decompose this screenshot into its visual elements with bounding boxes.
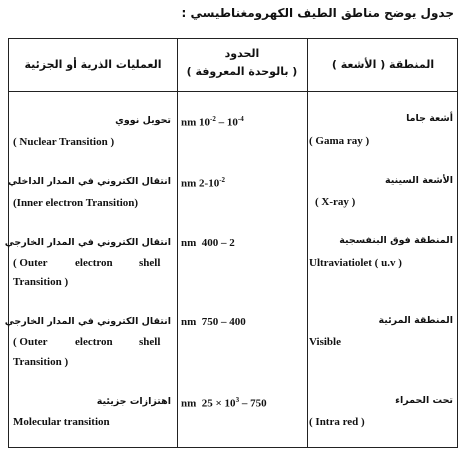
process-name-ar: تحويل نووي — [115, 115, 171, 126]
spectrum-table — [4, 38, 458, 448]
process-name-en: electron — [75, 336, 113, 348]
process-name-en: Transition ) — [13, 356, 69, 368]
process-name-ar: انتقال الكتروني في المدار الخارجي — [4, 237, 171, 248]
header-processes: العمليات الذرية أو الجزئية — [24, 58, 162, 71]
process-name-ar: انتقال الكتروني في المدار الداخلي — [8, 176, 171, 187]
range-value: nm $2-10^{-2}$ — [181, 176, 226, 190]
region-name-ar: المنطقة المرئية — [378, 315, 453, 326]
table-caption: جدول يوضح مناطق الطيف الكهرومغناطيسي : — [181, 6, 454, 20]
range-value: nm 750 – 400 — [181, 316, 246, 328]
process-name-en: Transition ) — [13, 276, 69, 288]
process-name-en: (Inner electron Transition) — [13, 197, 139, 209]
process-name-en: shell — [139, 257, 161, 269]
header-limits: الحدود — [224, 47, 260, 60]
process-name-en: shell — [139, 336, 161, 348]
process-name-en: ( Outer — [13, 257, 48, 269]
header-divider — [9, 91, 457, 92]
column-divider — [177, 39, 178, 447]
range-value: nm 400 – 2 — [181, 237, 235, 249]
process-name-ar: اهتزازات جزيئية — [96, 396, 171, 407]
process-name-en: electron — [75, 257, 113, 269]
region-name-ar: تحت الحمراء — [395, 395, 453, 406]
region-name-en: ( X-ray ) — [315, 196, 356, 208]
region-name-en: ( Intra red ) — [309, 416, 365, 428]
process-name-en: ( Outer — [13, 336, 48, 348]
header-limits-unit: ( بالوحدة المعروفة ) — [186, 65, 298, 78]
region-name-ar: الأشعة السينية — [385, 175, 453, 186]
region-name-en: ( Gama ray ) — [309, 135, 370, 147]
header-region: المنطقة ( الأشعة ) — [331, 58, 435, 71]
region-name-en: Visible — [309, 336, 341, 348]
range-value: nm $10^{-2} - 10^{-4}$ — [181, 115, 244, 129]
process-name-en: Molecular transition — [13, 416, 110, 428]
region-name-ar: المنطقة فوق البنفسجية — [339, 235, 453, 246]
process-name-ar: انتقال الكتروني في المدار الخارجي — [4, 316, 171, 327]
region-name-ar: أشعة جاما — [406, 113, 453, 124]
process-name-en: ( Nuclear Transition ) — [13, 136, 115, 148]
region-name-en: Ultraviatiolet ( u.v ) — [309, 257, 402, 269]
column-divider — [307, 39, 308, 447]
range-value: nm $25 \times 10^3 - 750$ — [181, 396, 267, 410]
